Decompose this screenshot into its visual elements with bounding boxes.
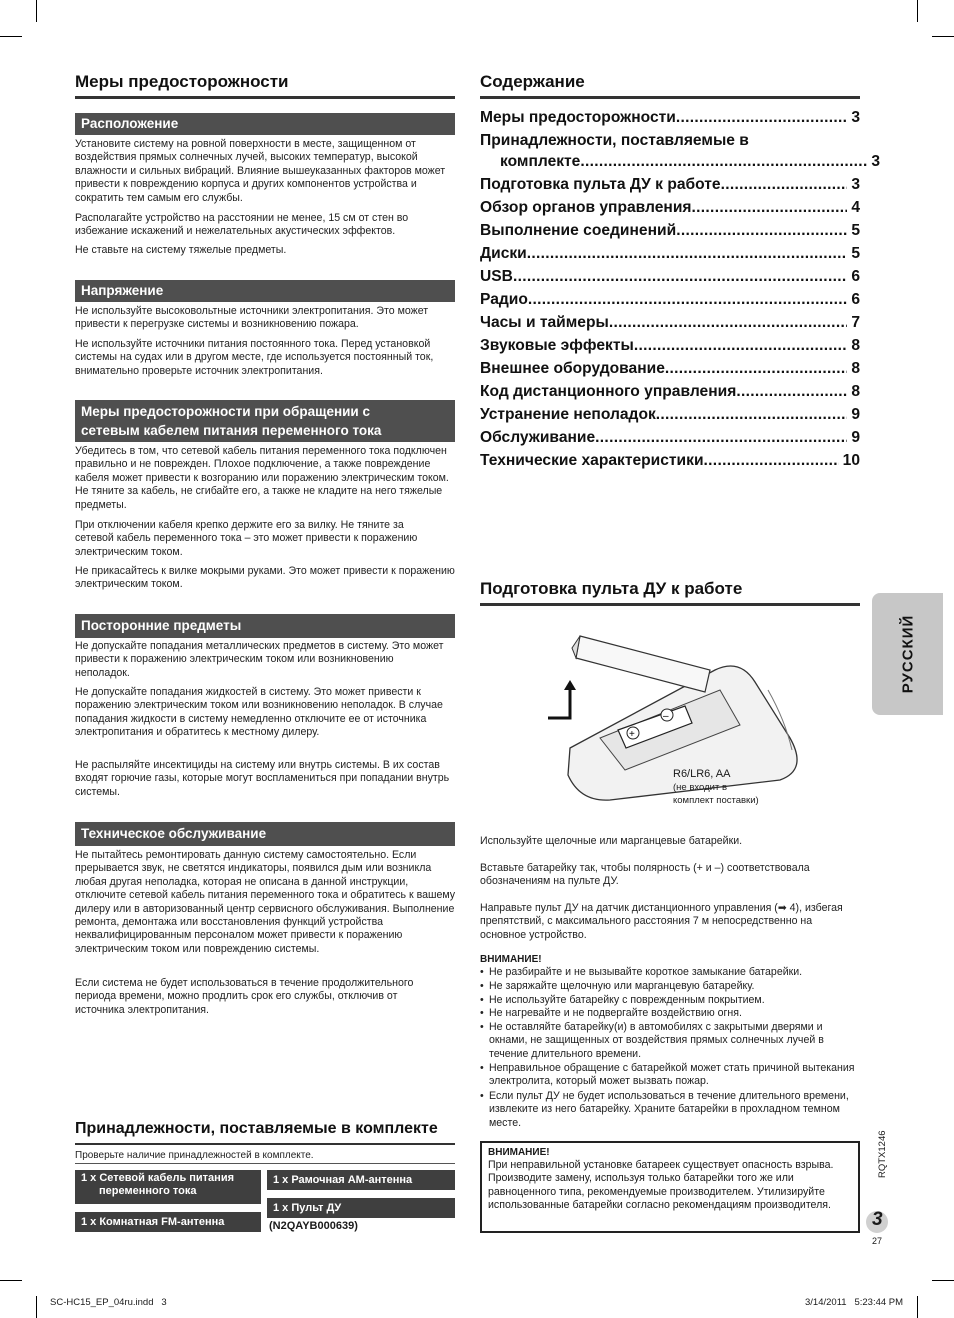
contents-entry <box>480 173 860 196</box>
caution-item-text: Не нагревайте и не подвергайте воздействию огня. <box>489 1007 742 1019</box>
crop-mark <box>932 1280 954 1281</box>
contents-entry-label: Выполнение соединений <box>480 222 677 239</box>
remote-title: Подготовка пульта ДУ к работе <box>480 579 743 598</box>
lid-arrow <box>548 688 570 718</box>
foreign-p3: Не распыляйте инсектициды на систему или внутрь системы. В их состав входят горючие газы, которые могут воспламениться при попадании внутрь системы. <box>75 759 450 798</box>
caution-heading: ВНИМАНИЕ! <box>480 954 542 965</box>
contents-entry-label: Звуковые эффекты <box>480 337 634 354</box>
contents-entry <box>480 380 860 403</box>
contents-entry-page: 10 <box>842 452 860 469</box>
caution-item <box>480 980 860 993</box>
contents-entry-label: Диски <box>480 245 527 262</box>
caution-item <box>480 1007 860 1020</box>
accessory-remote: 1 x Пульт ДУ <box>267 1198 455 1218</box>
contents-title: Содержание <box>480 72 585 91</box>
ac-cable-heading-line1: Меры предосторожности при обращении с <box>81 404 370 419</box>
contents-entry-label: Технические характеристики <box>480 452 704 469</box>
accessories-intro: Проверьте наличие принадлежностей в комплекте. <box>75 1150 314 1161</box>
contents-entry <box>480 196 860 219</box>
contents-entry-page: 9 <box>851 429 860 446</box>
accessories-rule <box>75 1143 455 1145</box>
accessory-am-antenna: 1 x Рамочная AM-антенна <box>267 1170 455 1190</box>
caution-item <box>480 994 860 1007</box>
contents-leader <box>595 426 847 449</box>
remote-p1: Используйте щелочные или марганцевые батарейки. <box>480 835 743 847</box>
accessories-title: Принадлежности, поставляемые в комплекте <box>75 1120 438 1137</box>
contents-leader <box>609 311 847 334</box>
accessory-ac-cable <box>75 1170 261 1204</box>
language-tab-label: РУССКИЙ <box>899 614 916 694</box>
svg-text:+: + <box>629 729 635 740</box>
contents-leader <box>736 380 847 403</box>
ac-cable-p3: Не прикасайтесь к вилке мокрыми руками. Это может привести к поражению электрическим током. <box>75 565 455 591</box>
svg-text:–: – <box>663 711 669 722</box>
contents-entry-page: 5 <box>851 222 860 239</box>
accessory-ac-cable-line1: 1 x Сетевой кабель питания <box>81 1172 235 1184</box>
contents-entry <box>480 288 860 311</box>
caution-item-text: Не разбирайте и не вызывайте короткое замыкание батарейки. <box>489 966 803 978</box>
caution-item-text: Не заряжайте щелочную или марганцевую батарейку. <box>489 980 755 992</box>
contents-entry <box>480 129 860 152</box>
precautions-title: Меры предосторожности <box>75 72 289 91</box>
contents-entry-label: USB <box>480 268 513 285</box>
caution-item-text: Если пульт ДУ не будет использоваться в течение длительного времени, извлеките из него батарейку. Храните батарейки в прохладном темном месте. <box>489 1090 849 1129</box>
contents-entry <box>480 311 860 334</box>
crop-mark <box>36 0 37 22</box>
contents-entry-label: Меры предосторожности <box>480 109 676 126</box>
contents-leader <box>676 219 847 242</box>
battery-lid <box>576 636 710 692</box>
contents-entry <box>480 219 860 242</box>
contents-entry-page: 8 <box>851 360 860 377</box>
contents-leader <box>580 150 867 173</box>
caution-item <box>480 1021 860 1061</box>
contents-entry-label: Часы и таймеры <box>480 314 609 331</box>
page-number-small: 27 <box>872 1236 883 1246</box>
contents-entry-page: 6 <box>851 268 860 285</box>
contents-entry-page: 7 <box>851 314 860 331</box>
contents-entry-page: 9 <box>851 406 860 423</box>
contents-leader <box>656 403 848 426</box>
contents-leader <box>528 288 847 311</box>
bullet-icon: • <box>480 1090 484 1102</box>
contents-entry-page: 3 <box>871 153 880 170</box>
warning-box <box>480 1141 860 1233</box>
contents-leader <box>721 173 848 196</box>
contents-entry <box>480 150 880 173</box>
contents-entry <box>480 265 860 288</box>
caution-item-text: Не используйте батарейку с поврежденным покрытием. <box>489 994 765 1006</box>
footer-date: 3/14/2011 5:23:44 PM <box>805 1297 904 1308</box>
caution-item-text: Не оставляйте батарейку(и) в автомобилях с закрытыми дверями и окнами, не защищенных от воздействия прямых солнечных лучей в течение длительного времени. <box>489 1021 824 1060</box>
crop-mark <box>36 1296 37 1318</box>
service-heading: Техническое обслуживание <box>75 822 455 846</box>
contents-entry-page: 3 <box>851 109 860 126</box>
accessory-ac-cable-line2: переменного тока <box>99 1185 197 1197</box>
model-code: RQTX1246 <box>877 1130 888 1178</box>
crop-mark <box>0 1280 22 1281</box>
accessory-fm-antenna: 1 x Комнатная FM-антенна <box>75 1212 261 1232</box>
bullet-icon: • <box>480 1007 484 1019</box>
contents-leader <box>676 106 847 129</box>
voltage-p1: Не используйте высоковольтные источники электропитания. Это может привести к перегрузке системы и возникновению пожара. <box>75 305 429 331</box>
contents-entry <box>480 426 860 449</box>
contents-leader <box>665 357 847 380</box>
contents-entry-page: 6 <box>851 291 860 308</box>
contents-entry-label: Внешнее оборудование <box>480 360 665 377</box>
foreign-heading: Посторонние предметы <box>75 614 455 638</box>
contents-leader <box>527 242 848 265</box>
bullet-icon: • <box>480 1062 484 1074</box>
language-tab <box>872 593 943 715</box>
contents-entry-label: Принадлежности, поставляемые в <box>480 132 749 149</box>
voltage-p2: Не используйте источники питания постоянного тока. Перед установкой системы на судах или в другом месте, где используется постоянный ток, внимательно проверьте источник электропитания. <box>75 338 434 377</box>
crop-mark <box>917 0 918 22</box>
voltage-heading: Напряжение <box>75 280 455 302</box>
remote-p2: Вставьте батарейку так, чтобы полярность (+ и –) соответствовала обозначениям на пульте ДУ. <box>480 862 810 888</box>
placement-p1: Установите систему на ровной поверхности в месте, защищенном от воздействия прямых солнечных лучей, высоких температур, высокой влажности и сильных вибраций. Влияние вышеуказанных факторов может привести к повреждению корпуса и других компонентов устройства и сократить тем самым его службы. <box>75 138 446 204</box>
contents-entry-label: Подготовка пульта ДУ к работе <box>480 176 721 193</box>
crop-mark <box>917 1296 918 1318</box>
battery-note-line2: комплект поставки) <box>673 795 759 806</box>
contents-entry-page: 3 <box>851 176 860 193</box>
ac-cable-heading-line2: сетевым кабелем питания переменного тока <box>81 423 382 438</box>
contents-entry <box>480 334 860 357</box>
contents-rule <box>480 96 860 99</box>
contents-entry-page: 8 <box>851 337 860 354</box>
accessory-remote-code: (N2QAYB000639) <box>269 1220 358 1232</box>
contents-entry-label: Устранение неполадок <box>480 406 656 423</box>
contents-entry <box>480 357 860 380</box>
contents-leader <box>634 334 848 357</box>
contents-entry <box>480 242 860 265</box>
remote-p3: Направьте пульт ДУ на датчик дистанционного управления (➡ 4), избегая препятствий, с максимального расстояния 7 м непосредственно на основное устройство. <box>480 902 843 941</box>
caution-item <box>480 1090 860 1130</box>
warning-box-text: При неправильной установке батареек существует опасность взрыва. Производите замену, используя только батарейки того же или равноценного типа, рекомендуемые производителем. Утилизируйте использованные батарейки согласно рекомендациям производителя. <box>488 1159 834 1212</box>
contents-entry-label: комплекте <box>500 153 581 170</box>
bullet-icon: • <box>480 1021 484 1033</box>
bullet-icon: • <box>480 980 484 992</box>
ac-cable-heading <box>75 400 455 442</box>
contents-leader <box>704 449 839 472</box>
battery-type-label: R6/LR6, AA <box>673 768 731 780</box>
contents-entry-label: Обзор органов управления <box>480 199 692 216</box>
placement-heading: Расположение <box>75 113 455 135</box>
page-number: 3 <box>872 1209 883 1230</box>
contents-entry-page: 8 <box>851 383 860 400</box>
contents-entry <box>480 449 860 472</box>
title-rule <box>75 96 455 99</box>
ac-cable-p2: При отключении кабеля крепко держите его за вилку. Не тяните за сетевой кабель переменного тока – это может привести к поражению электрическим током. <box>75 519 418 558</box>
accessories-separator <box>75 1163 455 1164</box>
caution-item <box>480 966 860 979</box>
contents-leader <box>692 196 848 219</box>
contents-entry-page: 5 <box>851 245 860 262</box>
placement-p3: Не ставьте на систему тяжелые предметы. <box>75 244 287 256</box>
foreign-p2: Не допускайте попадания жидкостей в систему. Это может привести к поражению электрическим током или возникновению неполадок. В случае попадания жидкости в систему немедленно отключите ее от источника электропитания и обратитесь к местному дилеру. <box>75 686 443 739</box>
caution-item-text: Неправильное обращение с батарейкой может стать причиной вытекания электролита, который может вызвать пожар. <box>489 1062 855 1088</box>
ac-cable-p1: Убедитесь в том, что сетевой кабель питания переменного тока подключен правильно и не поврежден. Плохое подключение, а также повреждение кабеля может привести к возгоранию или поражению электрическим током. Не тяните за кабель, не сгибайте его, а также не кладите на него тяжелые предметы. <box>75 445 449 511</box>
remote-rule <box>480 603 860 606</box>
crop-mark <box>932 36 954 37</box>
contents-entry-label: Обслуживание <box>480 429 596 446</box>
contents-entry-page: 4 <box>851 199 860 216</box>
contents-entry-label: Радио <box>480 291 528 308</box>
caution-item <box>480 1062 860 1089</box>
contents-entry-label: Код дистанционного управления <box>480 383 737 400</box>
crop-mark <box>0 36 22 37</box>
bullet-icon: • <box>480 966 484 978</box>
contents-leader <box>513 265 847 288</box>
battery-note-line1: (не входит в <box>673 782 727 793</box>
placement-p2: Располагайте устройство на расстоянии не менее, 15 см от стен во избежание искажений и нежелательных акустических эффектов. <box>75 212 409 238</box>
service-p2: Если система не будет использоваться в течение продолжительного периода времени, можно продлить срок его службы, отключив от источника электропитания. <box>75 977 414 1016</box>
bullet-icon: • <box>480 994 484 1006</box>
contents-entry <box>480 106 860 129</box>
footer-file: SC-HC15_EP_04ru.indd 3 <box>50 1297 167 1308</box>
contents-entry <box>480 403 860 426</box>
service-p1: Не пытайтесь ремонтировать данную систему самостоятельно. Если прерывается звук, не светятся индикаторы, появился дым или возникла любая другая неполадка, которая не описана в данной инструкции, отключите сетевой кабель питания переменного тока и обратитесь к вашему дилеру или в авторизованный центр сервисного обслуживания. Выполнение ремонта, демонтажа или восстановления функций устройства неквалифицированным персоналом может привести к поражению электрическим током или повреждению системы. <box>75 849 456 955</box>
warning-box-heading: ВНИМАНИЕ! <box>488 1147 550 1158</box>
foreign-p1: Не допускайте попадания металлических предметов в систему. Это может привести к поражению электрическим током или возникновению неполадок. <box>75 640 444 679</box>
